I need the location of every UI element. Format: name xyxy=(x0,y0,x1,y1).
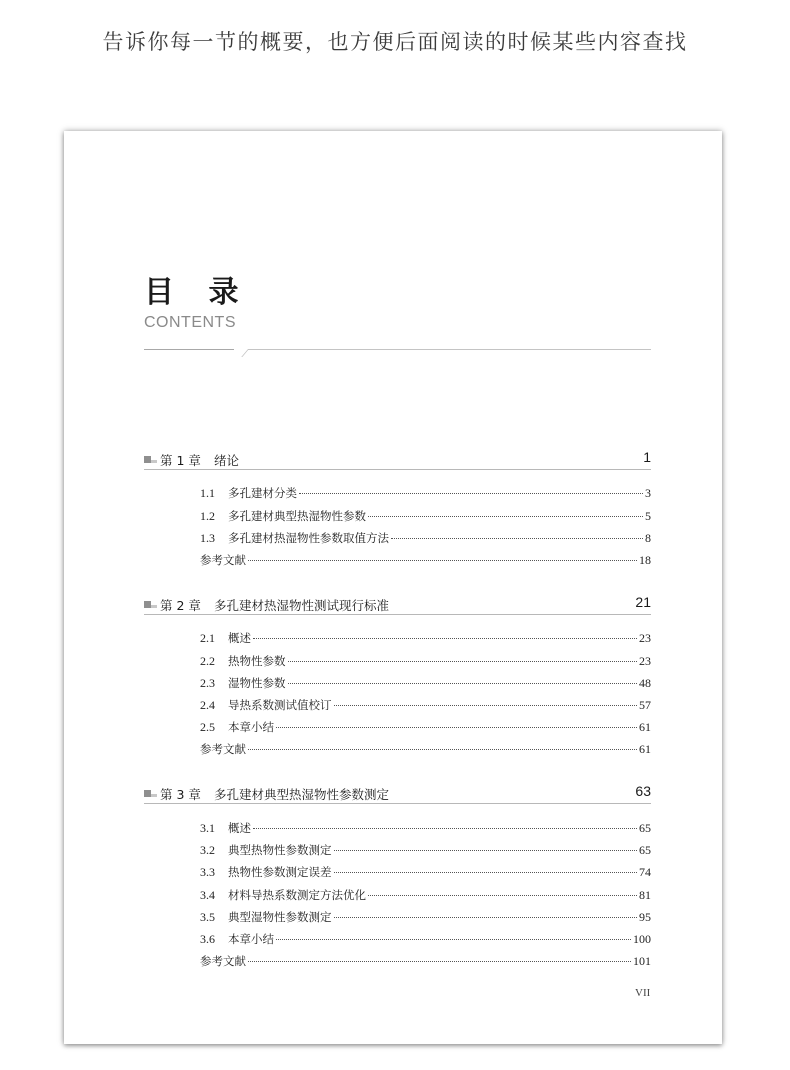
leader-dots xyxy=(253,828,637,829)
entry-title: 典型热物性参数测定 xyxy=(228,843,332,857)
leader-dots xyxy=(334,705,638,706)
toc-entry[interactable] xyxy=(200,931,651,949)
entry-title: 本章小结 xyxy=(228,720,274,734)
toc-entry[interactable] xyxy=(200,653,651,671)
toc-entry[interactable] xyxy=(200,530,651,548)
entry-title: 热物性参数 xyxy=(228,654,286,668)
chapter-marker-icon xyxy=(144,790,151,797)
toc-entry[interactable] xyxy=(200,820,651,838)
entry-page: 101 xyxy=(633,954,651,968)
entry-title: 多孔建材分类 xyxy=(228,486,297,500)
entry-number: 2.4 xyxy=(200,698,215,712)
entry-page: 65 xyxy=(639,843,651,857)
chapter-heading[interactable] xyxy=(144,594,651,615)
chapter-number: 第 1 章 xyxy=(160,453,201,468)
leader-dots xyxy=(299,493,643,494)
leader-dots xyxy=(334,917,638,918)
toc-entry[interactable] xyxy=(200,675,651,693)
entry-page: 48 xyxy=(639,676,651,690)
entry-number: 3.3 xyxy=(200,865,215,879)
entry-title: 热物性参数测定误差 xyxy=(228,865,332,879)
entry-page: 95 xyxy=(639,910,651,924)
entry-number: 1.1 xyxy=(200,486,215,500)
entry-page: 8 xyxy=(645,531,651,545)
entry-page: 57 xyxy=(639,698,651,712)
leader-dots xyxy=(253,638,637,639)
title-divider-right xyxy=(248,349,651,350)
entry-number: 2.3 xyxy=(200,676,215,690)
chapter-title: 多孔建材典型热湿物性参数测定 xyxy=(214,787,390,802)
entry-number: 3.6 xyxy=(200,932,215,946)
chapter-page: 21 xyxy=(635,594,651,610)
book-page xyxy=(64,131,722,1044)
entry-page: 61 xyxy=(639,742,651,756)
entry-title: 多孔建材热湿物性参数取值方法 xyxy=(228,531,389,545)
title-divider-left xyxy=(144,349,234,350)
leader-dots xyxy=(288,683,638,684)
chapter-marker-icon xyxy=(144,456,151,463)
entry-page: 23 xyxy=(639,631,651,645)
entry-title: 参考文献 xyxy=(200,742,246,756)
entry-number: 3.5 xyxy=(200,910,215,924)
chapter-number: 第 2 章 xyxy=(160,598,201,613)
entry-title: 概述 xyxy=(228,631,251,645)
leader-dots xyxy=(288,661,638,662)
chapter-heading[interactable] xyxy=(144,783,651,804)
entry-number: 1.3 xyxy=(200,531,215,545)
entry-title: 本章小结 xyxy=(228,932,274,946)
entry-page: 18 xyxy=(639,553,651,567)
entry-number: 2.2 xyxy=(200,654,215,668)
entry-number: 2.5 xyxy=(200,720,215,734)
title-divider-notch xyxy=(241,349,258,357)
chapter-title: 绪论 xyxy=(214,453,240,468)
leader-dots xyxy=(248,749,637,750)
toc-entry-references[interactable] xyxy=(200,953,651,971)
entry-page: 5 xyxy=(645,509,651,523)
leader-dots xyxy=(248,560,637,561)
leader-dots xyxy=(391,538,643,539)
chapter-marker-icon xyxy=(144,601,151,608)
chapter-page: 63 xyxy=(635,783,651,799)
toc-entry[interactable] xyxy=(200,864,651,882)
leader-dots xyxy=(248,961,631,962)
leader-dots xyxy=(334,850,638,851)
leader-dots xyxy=(334,872,638,873)
toc-entry[interactable] xyxy=(200,697,651,715)
chapter-title: 多孔建材热湿物性测试现行标准 xyxy=(214,598,390,613)
toc-entry[interactable] xyxy=(200,842,651,860)
toc-entry[interactable] xyxy=(200,630,651,648)
leader-dots xyxy=(276,939,631,940)
toc-entry[interactable] xyxy=(200,485,651,503)
entry-page: 3 xyxy=(645,486,651,500)
toc-entry-references[interactable] xyxy=(200,552,651,570)
toc-title: 目 录 xyxy=(144,275,251,310)
toc-entry-references[interactable] xyxy=(200,741,651,759)
entry-title: 湿物性参数 xyxy=(228,676,286,690)
entry-title: 概述 xyxy=(228,821,251,835)
entry-number: 1.2 xyxy=(200,509,215,523)
chapter-number: 第 3 章 xyxy=(160,787,201,802)
caption-text: 告诉你每一节的概要，也方便后面阅读的时候某些内容查找 xyxy=(102,30,688,54)
leader-dots xyxy=(276,727,637,728)
leader-dots xyxy=(368,516,643,517)
entry-page: 100 xyxy=(633,932,651,946)
entry-title: 参考文献 xyxy=(200,954,246,968)
entry-page: 23 xyxy=(639,654,651,668)
page-folio: VII xyxy=(635,987,651,999)
entry-number: 2.1 xyxy=(200,631,215,645)
entry-page: 61 xyxy=(639,720,651,734)
toc-entry[interactable] xyxy=(200,887,651,905)
chapter-heading[interactable] xyxy=(144,449,651,470)
entry-number: 3.4 xyxy=(200,888,215,902)
toc-subtitle: CONTENTS xyxy=(144,314,236,331)
entry-title: 典型湿物性参数测定 xyxy=(228,910,332,924)
chapter-page: 1 xyxy=(643,449,651,465)
entry-page: 81 xyxy=(639,888,651,902)
toc-entry[interactable] xyxy=(200,508,651,526)
leader-dots xyxy=(368,895,637,896)
entry-page: 65 xyxy=(639,821,651,835)
entry-title: 多孔建材典型热湿物性参数 xyxy=(228,509,366,523)
entry-title: 材料导热系数测定方法优化 xyxy=(228,888,366,902)
entry-number: 3.1 xyxy=(200,821,215,835)
toc-entry[interactable] xyxy=(200,719,651,737)
entry-page: 74 xyxy=(639,865,651,879)
entry-title: 参考文献 xyxy=(200,553,246,567)
entry-title: 导热系数测试值校订 xyxy=(228,698,332,712)
toc-entry[interactable] xyxy=(200,909,651,927)
entry-number: 3.2 xyxy=(200,843,215,857)
